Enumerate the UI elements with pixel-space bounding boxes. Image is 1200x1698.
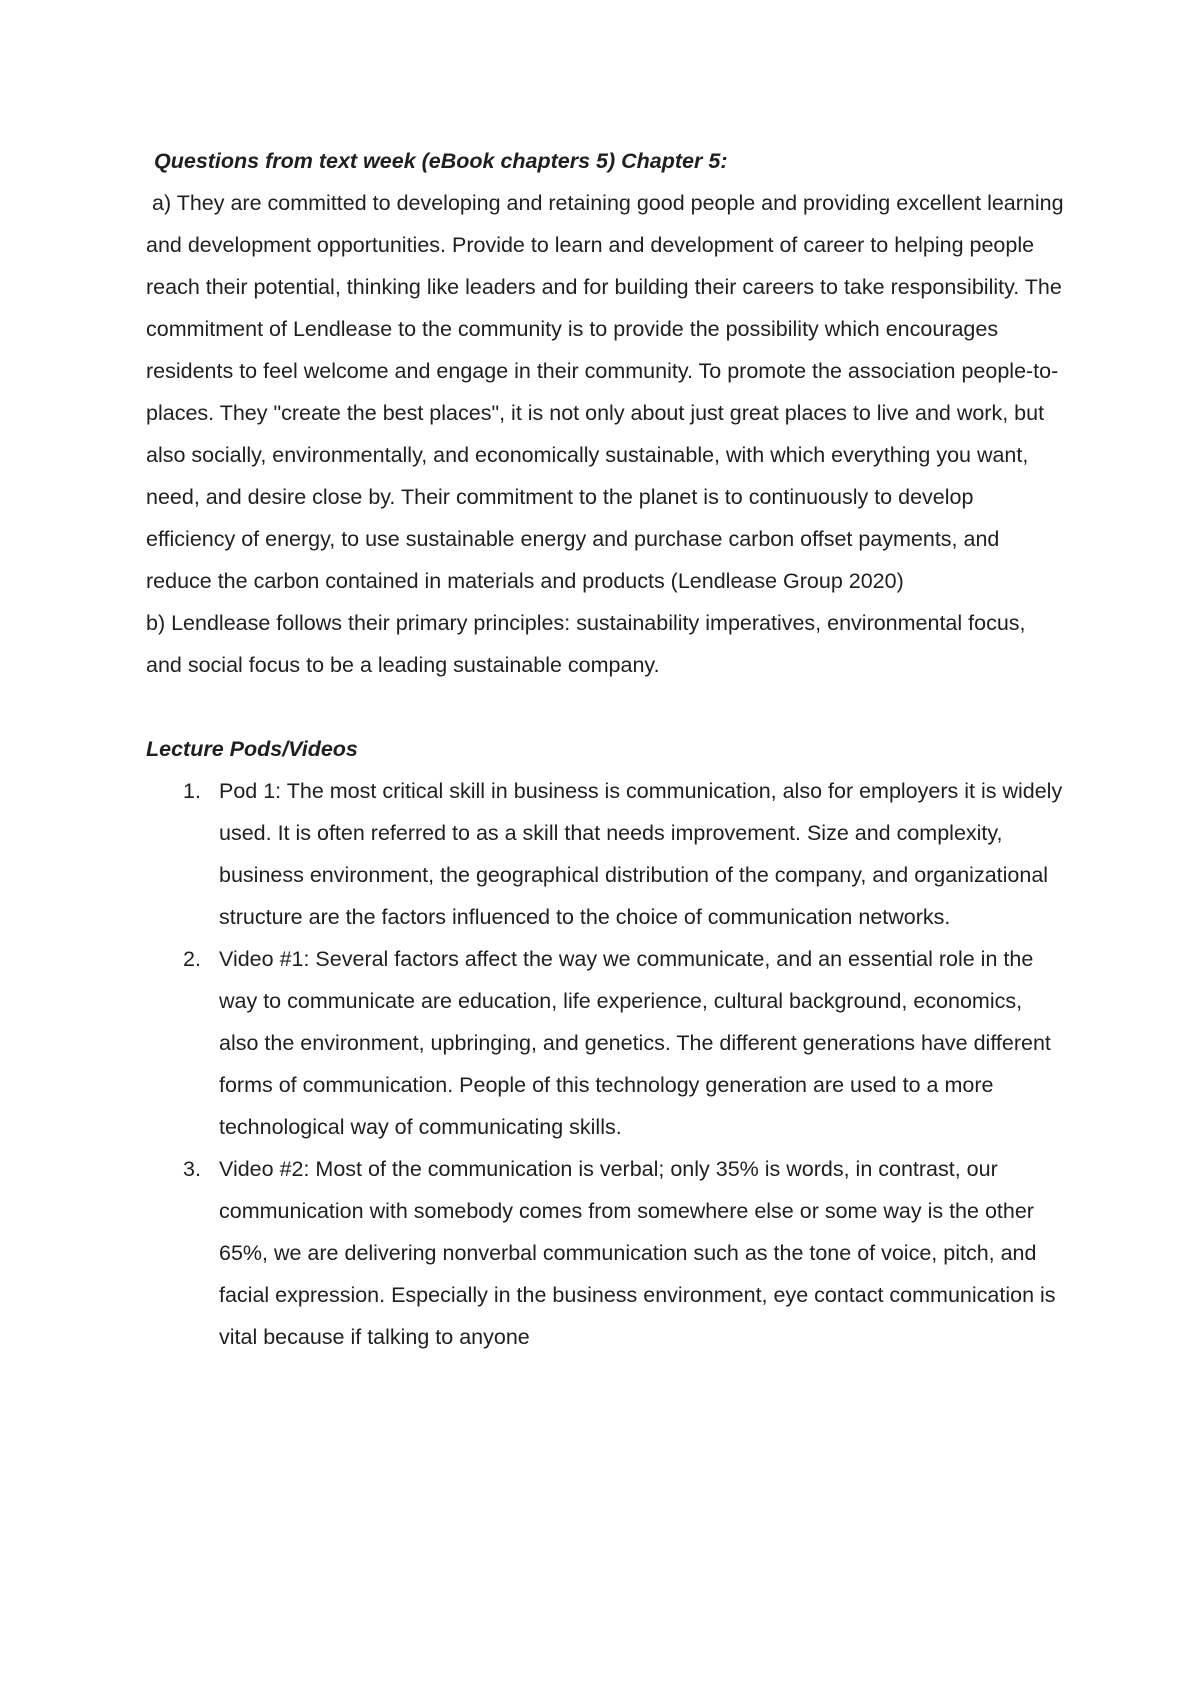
list-item bbox=[146, 770, 1066, 938]
answer-a-paragraph: a) They are committed to developing and retaining good people and providing excellent learning and development opportunities. Provide to learn and development of career to helping people reach their potential, thinking like leaders and for building their careers to take responsibility. The commitment of Lendlease to the community is to provide the possibility which encourages residents to feel welcome and engage in their community. To promote the association people-to-places. They "create the best places", it is not only about just great places to live and work, but also socially, environmentally, and economically sustainable, with which everything you want, need, and desire close by. Their commitment to the planet is to continuously to develop efficiency of energy, to use sustainable energy and purchase carbon offset payments, and reduce the carbon contained in materials and products (Lendlease Group 2020) bbox=[146, 191, 1064, 593]
list-item-number: 2. bbox=[183, 947, 201, 971]
list-item bbox=[146, 1148, 1066, 1358]
list-item-text: Video #1: Several factors affect the way we communicate, and an essential role in the way to communicate are education, life experience, cultural background, economics, also the environment, upbringing, and genetics. The different generations have different forms of communication. People of this technology generation are used to a more technological way of communicating skills. bbox=[219, 947, 1051, 1139]
answer-b-paragraph: b) Lendlease follows their primary principles: sustainability imperatives, environmental focus, and social focus to be a leading sustainable company. bbox=[146, 611, 1026, 677]
list-item-text: Pod 1: The most critical skill in business is communication, also for employers it is widely used. It is often referred to as a skill that needs improvement. Size and complexity, business environment, the geographical distribution of the company, and organizational structure are the factors influenced to the choice of communication networks. bbox=[219, 779, 1063, 929]
document-body bbox=[146, 140, 1066, 1358]
section-heading-lecture-pods: Lecture Pods/Videos bbox=[146, 737, 358, 761]
lecture-pods-list bbox=[146, 770, 1066, 1358]
list-item bbox=[146, 938, 1066, 1148]
section-heading-questions: Questions from text week (eBook chapters 5) Chapter 5: bbox=[154, 149, 728, 173]
list-item-number: 1. bbox=[183, 779, 201, 803]
section-spacer bbox=[146, 686, 1066, 728]
list-item-number: 3. bbox=[183, 1157, 201, 1181]
list-item-text: Video #2: Most of the communication is verbal; only 35% is words, in contrast, our communication with somebody comes from somewhere else or some way is the other 65%, we are delivering nonverbal communication such as the tone of voice, pitch, and facial expression. Especially in the business environment, eye contact communication is vital because if talking to anyone bbox=[219, 1157, 1056, 1349]
